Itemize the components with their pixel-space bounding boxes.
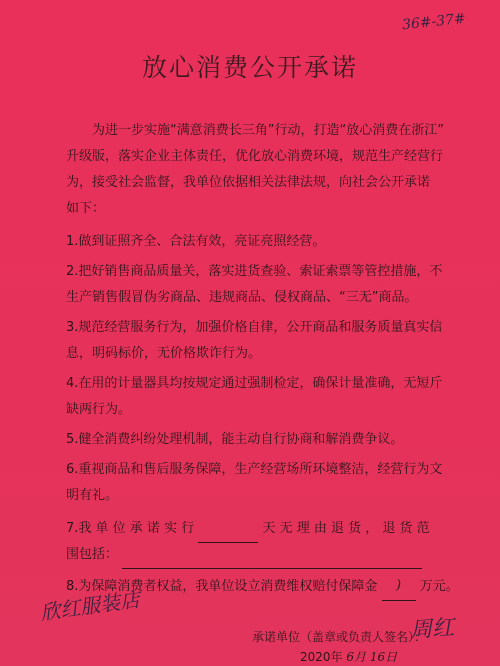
list-item: 4.在用的计量器具均按规定通过强制检定，确保计量准确，无短斤	[66, 376, 443, 391]
deposit-amount-blank	[382, 572, 416, 601]
item7-text-a: 7.我 单 位 承 诺 实 行	[66, 521, 195, 536]
store-name-handwritten: 欣红服装店	[39, 587, 142, 625]
intro-line: 为进一步实施“满意消费长三角”行动，打造“放心消费在浙江”	[92, 123, 444, 138]
item8-text-a: 8.为保障消费者权益，我单位设立消费维权赔付保障金	[66, 579, 378, 594]
item7-text-b: 天 无 理 由 退 货 ， 退 货 范	[262, 521, 430, 536]
intro-line: 为，接受社会监督，我单位依据相关法律法规，向社会公开承诺	[66, 175, 431, 190]
list-item: 5.健全消费纠纷处理机制，能主动自行协商和解消费争议。	[66, 432, 404, 447]
return-days-blank	[198, 514, 258, 543]
item7-text-c: 围包括：	[66, 547, 119, 562]
list-item: 6.重视商品和售后服务保障，生产经营场所环境整洁，经营行为文	[66, 462, 443, 477]
list-item-7-cont	[66, 540, 444, 569]
page-title: 放心消费公开承诺	[141, 53, 358, 82]
item8-text-b: 万元。	[419, 579, 459, 594]
list-item-7	[66, 514, 444, 543]
corner-handwritten-note: 36#-37#	[401, 10, 467, 34]
list-item-cont: 缺两行为。	[66, 402, 132, 417]
date-month-handwritten: 6月	[346, 650, 367, 664]
list-item: 2.把好销售商品质量关，落实进货查验、索证索票等管控措施，不	[66, 264, 443, 279]
list-item: 3.规范经营服务行为，加强价格自律，公开商品和服务质量真实信	[66, 320, 443, 335]
date-year: 2020年	[300, 650, 343, 664]
return-scope-blank	[122, 540, 422, 569]
list-item-cont: 生产销售假冒伪劣商品、违规商品、侵权商品、“三无”商品。	[66, 290, 418, 305]
sign-date	[300, 648, 397, 665]
date-day-handwritten: 16日	[369, 650, 398, 664]
deposit-amount-handwritten: )	[396, 578, 402, 593]
intro-line: 如下：	[66, 201, 106, 216]
list-item-cont: 息，明码标价，无价格欺诈行为。	[66, 346, 262, 361]
intro-line: 升级版，落实企业主体责任，优化放心消费环境，规范生产经营行	[66, 149, 444, 164]
signature-handwritten: 周红	[409, 615, 455, 644]
list-item: 1.做到证照齐全、合法有效，亮证亮照经营。	[66, 234, 326, 249]
list-item-cont: 明有礼。	[66, 488, 119, 503]
sign-label: 承诺单位（盖章或负责人签名）：	[252, 630, 427, 644]
